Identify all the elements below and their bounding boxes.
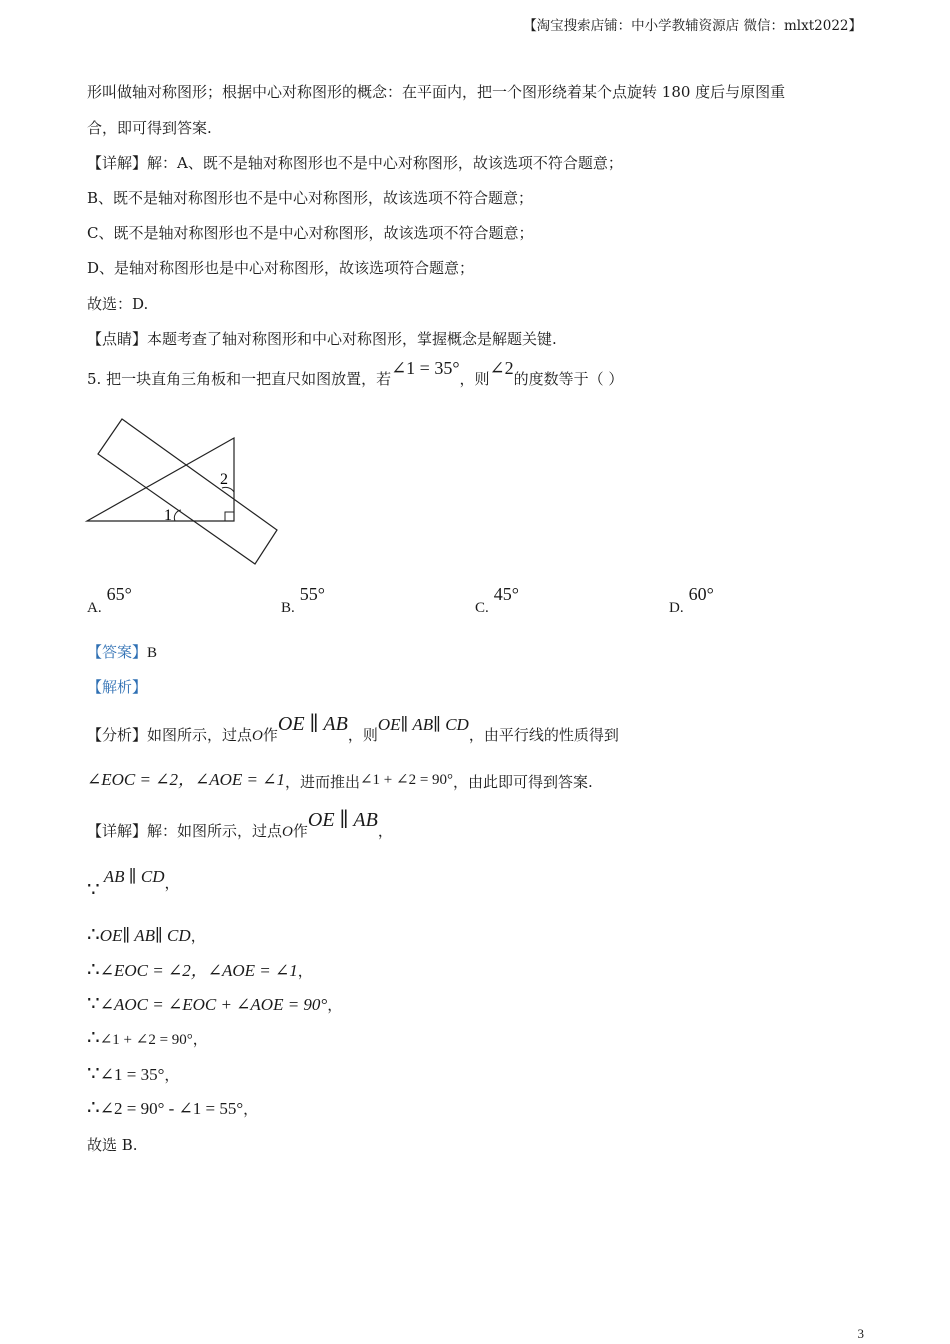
- detail-text-1: 【详解】解：如图所示，过点: [87, 822, 283, 840]
- step-3: [87, 960, 313, 981]
- question-suffix: 的度数等于（ ）: [513, 370, 624, 388]
- option-c-value: 45°: [493, 584, 519, 604]
- answer-tag: 【答案】: [87, 643, 148, 661]
- analysis-tag: 【解析】: [87, 678, 148, 696]
- angle-1-label: 1: [164, 507, 172, 524]
- angle-equalities: ∠EOC = ∠2，∠AOE = ∠1: [87, 770, 285, 789]
- step-7-formula: ∠2 = 90° - ∠1 = 55°: [99, 1099, 244, 1118]
- because-symbol: ∵: [87, 879, 100, 901]
- analysis-text-5: ，进而推出: [284, 773, 360, 791]
- prev-analysis-line-1: 形叫做轴对称图形；根据中心对称图形的概念：在平面内，把一个图形绕着某个点旋转 180 度后与原图重: [87, 83, 786, 101]
- given-angle: ∠1 = 35°: [391, 358, 460, 378]
- detail-point-o: O: [282, 824, 293, 840]
- step-2: [87, 925, 206, 946]
- triangle-ruler-figure: [82, 414, 282, 570]
- option-d[interactable]: [669, 584, 714, 617]
- step-3-end: ，: [297, 962, 313, 980]
- prev-comment: 【点睛】本题考查了轴对称图形和中心对称图形，掌握概念是解题关键.: [87, 330, 557, 348]
- detail-text-end: ，: [377, 822, 393, 840]
- ruler-shape: [98, 419, 277, 564]
- prev-analysis-line-2: 合，即可得到答案.: [87, 119, 212, 137]
- option-b-value: 55°: [299, 584, 325, 604]
- prev-detail-line-3: C、既不是轴对称图形也不是中心对称图形，故该选项不符合题意；: [87, 224, 534, 242]
- detail-construct: OE ∥ AB: [307, 809, 378, 831]
- prev-detail-line-1: 【详解】解：A、既不是轴对称图形也不是中心对称图形，故该选项不符合题意；: [87, 154, 623, 172]
- option-d-label: D.: [669, 600, 684, 616]
- step-2-formula: OE∥ AB∥ CD: [99, 926, 191, 945]
- question-mid: ，则: [459, 370, 490, 388]
- option-b-label: B.: [281, 600, 295, 616]
- question-prefix: 5. 把一块直角三角板和一把直尺如图放置，若: [87, 370, 392, 388]
- therefore-symbol: ∴: [87, 1027, 100, 1049]
- step-4-end: ，: [327, 996, 343, 1014]
- prev-detail-conclusion: 故选：D.: [87, 295, 149, 313]
- step-6: [87, 1064, 179, 1085]
- prev-detail-line-2: B、既不是轴对称图形也不是中心对称图形，故该选项不符合题意；: [87, 189, 534, 207]
- option-d-value: 60°: [688, 584, 714, 604]
- detail-intro: [87, 809, 393, 842]
- step-5-formula: ∠1 + ∠2 = 90°: [99, 1032, 193, 1048]
- angle-2-label: 2: [220, 471, 228, 488]
- analysis-line-1: [87, 713, 619, 746]
- question-stem: [87, 358, 624, 389]
- page-header: 【淘宝搜索店铺：中小学教辅资源店 微信：mlxt2022】: [523, 18, 862, 34]
- because-symbol: ∵: [87, 993, 100, 1015]
- analysis-text-2: 作: [262, 726, 278, 744]
- therefore-symbol: ∴: [87, 959, 100, 981]
- angle-sum: ∠1 + ∠2 = 90°: [359, 772, 454, 788]
- step-4-formula: ∠AOC = ∠EOC + ∠AOE = 90°: [99, 995, 328, 1014]
- analysis-text-3: ，则: [347, 726, 378, 744]
- step-2-end: ，: [190, 927, 206, 945]
- step-5-end: ，: [192, 1030, 208, 1048]
- analysis-text-1: 【分析】如图所示，过点: [87, 726, 253, 744]
- step-1-formula: AB ∥ CD: [103, 867, 165, 886]
- step-7-end: ，: [243, 1100, 259, 1118]
- target-angle: ∠2: [489, 358, 514, 378]
- step-7: [87, 1098, 258, 1119]
- step-1-end: ，: [164, 874, 180, 892]
- step-4: [87, 994, 342, 1015]
- option-a-value: 65°: [106, 584, 132, 604]
- therefore-symbol: ∴: [87, 924, 100, 946]
- analysis-text-4: ，由平行线的性质得到: [468, 726, 619, 744]
- point-o: O: [252, 728, 263, 744]
- step-3-formula: ∠EOC = ∠2，∠AOE = ∠1: [99, 961, 298, 980]
- detail-text-2: 作: [292, 822, 308, 840]
- parallel-chain: OE∥ AB∥ CD: [377, 715, 469, 734]
- option-c[interactable]: [475, 584, 519, 617]
- step-5: [87, 1028, 208, 1050]
- option-c-label: C.: [475, 600, 489, 616]
- right-angle-mark: [225, 512, 234, 521]
- analysis-text-6: ，由此即可得到答案.: [453, 773, 593, 791]
- page-number: 3: [857, 1326, 864, 1341]
- step-6-end: ，: [164, 1066, 180, 1084]
- construct-oe-ab: OE ∥ AB: [277, 713, 348, 735]
- option-a-label: A.: [87, 600, 102, 616]
- because-symbol: ∵: [87, 1063, 100, 1085]
- option-a[interactable]: [87, 584, 132, 617]
- final-conclusion: 故选 B.: [87, 1136, 138, 1154]
- analysis-line-2: [87, 772, 593, 793]
- option-b[interactable]: [281, 584, 325, 617]
- step-6-formula: ∠1 = 35°: [99, 1065, 165, 1084]
- therefore-symbol: ∴: [87, 1097, 100, 1119]
- triangle-shape: [87, 438, 234, 521]
- answer-value: B: [147, 645, 158, 661]
- answer-line: [87, 642, 157, 663]
- step-1: [87, 867, 180, 901]
- prev-detail-line-4: D、是轴对称图形也是中心对称图形，故该选项符合题意；: [87, 259, 475, 277]
